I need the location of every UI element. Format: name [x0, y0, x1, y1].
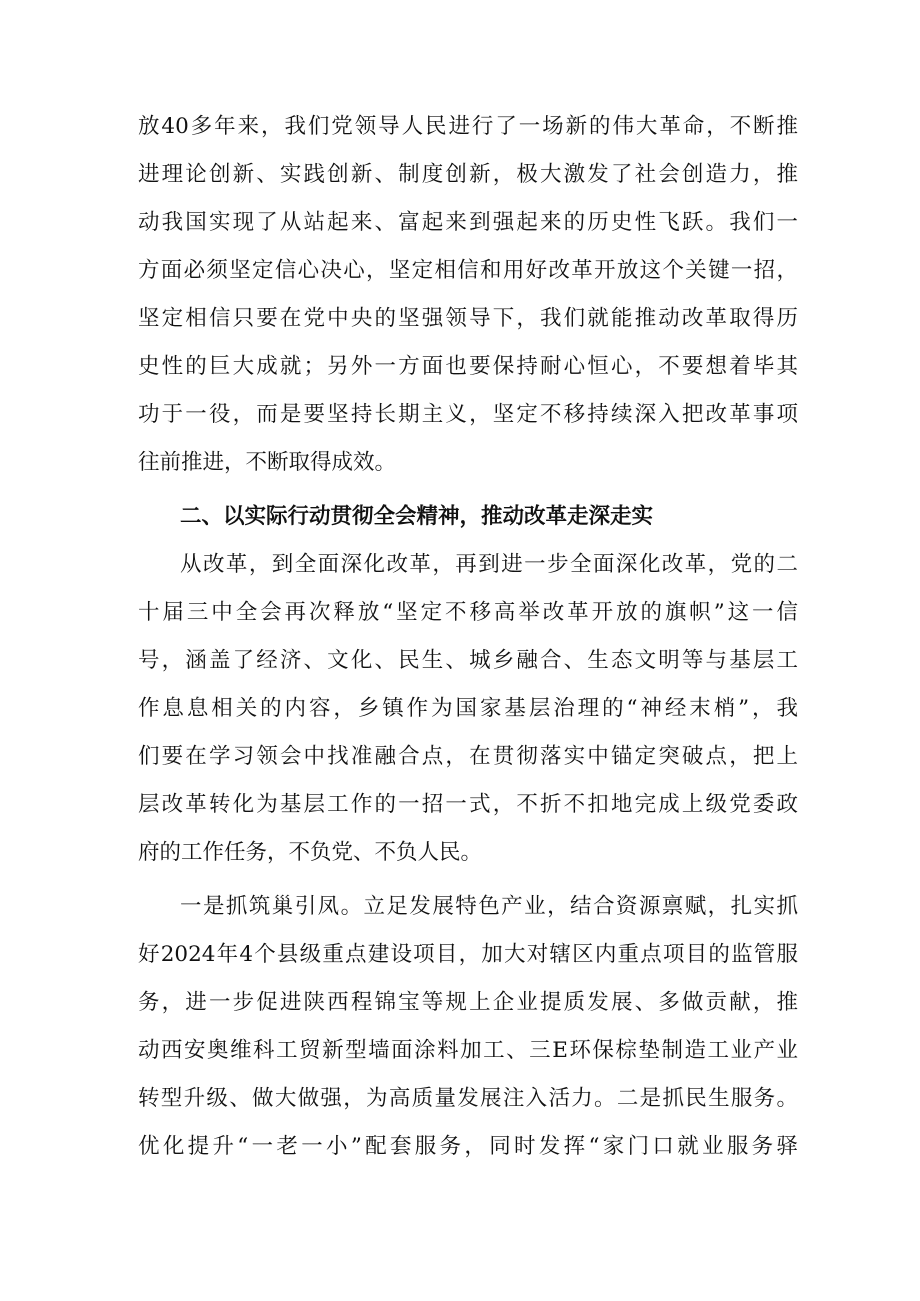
- paragraph-1-line-8: 往前推进，不断取得成效。: [138, 450, 397, 475]
- paragraph-2-line-5: 们要在学习领会中找准融合点，在贯彻落实中锚定突破点，把上: [138, 744, 798, 769]
- section-heading-2: 二、以实际行动贯彻全会精神，推动改革走深走实: [180, 504, 654, 529]
- paragraph-1-line-5: 坚定相信只要在党中央的坚强领导下，我们就能推动改革取得历: [138, 306, 798, 331]
- paragraph-2-line-7: 府的工作任务，不负党、不负人民。: [138, 840, 483, 865]
- paragraph-1-line-7: 功于一役，而是要坚持长期主义，坚定不移持续深入把改革事项: [138, 402, 798, 427]
- paragraph-1-line-6: 史性的巨大成就；另外一方面也要保持耐心恒心，不要想着毕其: [138, 354, 798, 379]
- paragraph-2-line-3: 号，涵盖了经济、文化、民生、城乡融合、生态文明等与基层工: [138, 648, 798, 673]
- paragraph-1-line-3: 动我国实现了从站起来、富起来到强起来的历史性飞跃。我们一: [138, 210, 798, 235]
- paragraph-3-line-4: 动西安奥维科工贸新型墙面涂料加工、三E环保棕垫制造工业产业: [138, 1038, 798, 1063]
- paragraph-2-line-2: 十届三中全会再次释放“坚定不移高举改革开放的旗帜”这一信: [138, 600, 798, 625]
- paragraph-1-line-2: 进理论创新、实践创新、制度创新，极大激发了社会创造力，推: [138, 162, 798, 187]
- paragraph-2-line-6: 层改革转化为基层工作的一招一式，不折不扣地完成上级党委政: [138, 792, 798, 817]
- paragraph-1-line-1: 放40多年来，我们党领导人民进行了一场新的伟大革命，不断推: [138, 114, 798, 139]
- paragraph-2-line-1: 从改革，到全面深化改革，再到进一步全面深化改革，党的二: [180, 552, 798, 577]
- paragraph-1-line-4: 方面必须坚定信心决心，坚定相信和用好改革开放这个关键一招，: [138, 258, 798, 283]
- paragraph-3-line-6: 优化提升“一老一小”配套服务，同时发挥“家门口就业服务驿: [138, 1134, 798, 1159]
- paragraph-2-line-4: 作息息相关的内容，乡镇作为国家基层治理的“神经末梢”，我: [138, 696, 798, 721]
- paragraph-3-line-2: 好2024年4个县级重点建设项目，加大对辖区内重点项目的监管服: [138, 942, 798, 967]
- paragraph-3-line-3: 务，进一步促进陕西程锦宝等规上企业提质发展、多做贡献，推: [138, 990, 798, 1015]
- paragraph-3-line-5: 转型升级、做大做强，为高质量发展注入活力。二是抓民生服务。: [138, 1086, 798, 1111]
- paragraph-3-line-1: 一是抓筑巢引凤。立足发展特色产业，结合资源禀赋，扎实抓: [180, 894, 798, 919]
